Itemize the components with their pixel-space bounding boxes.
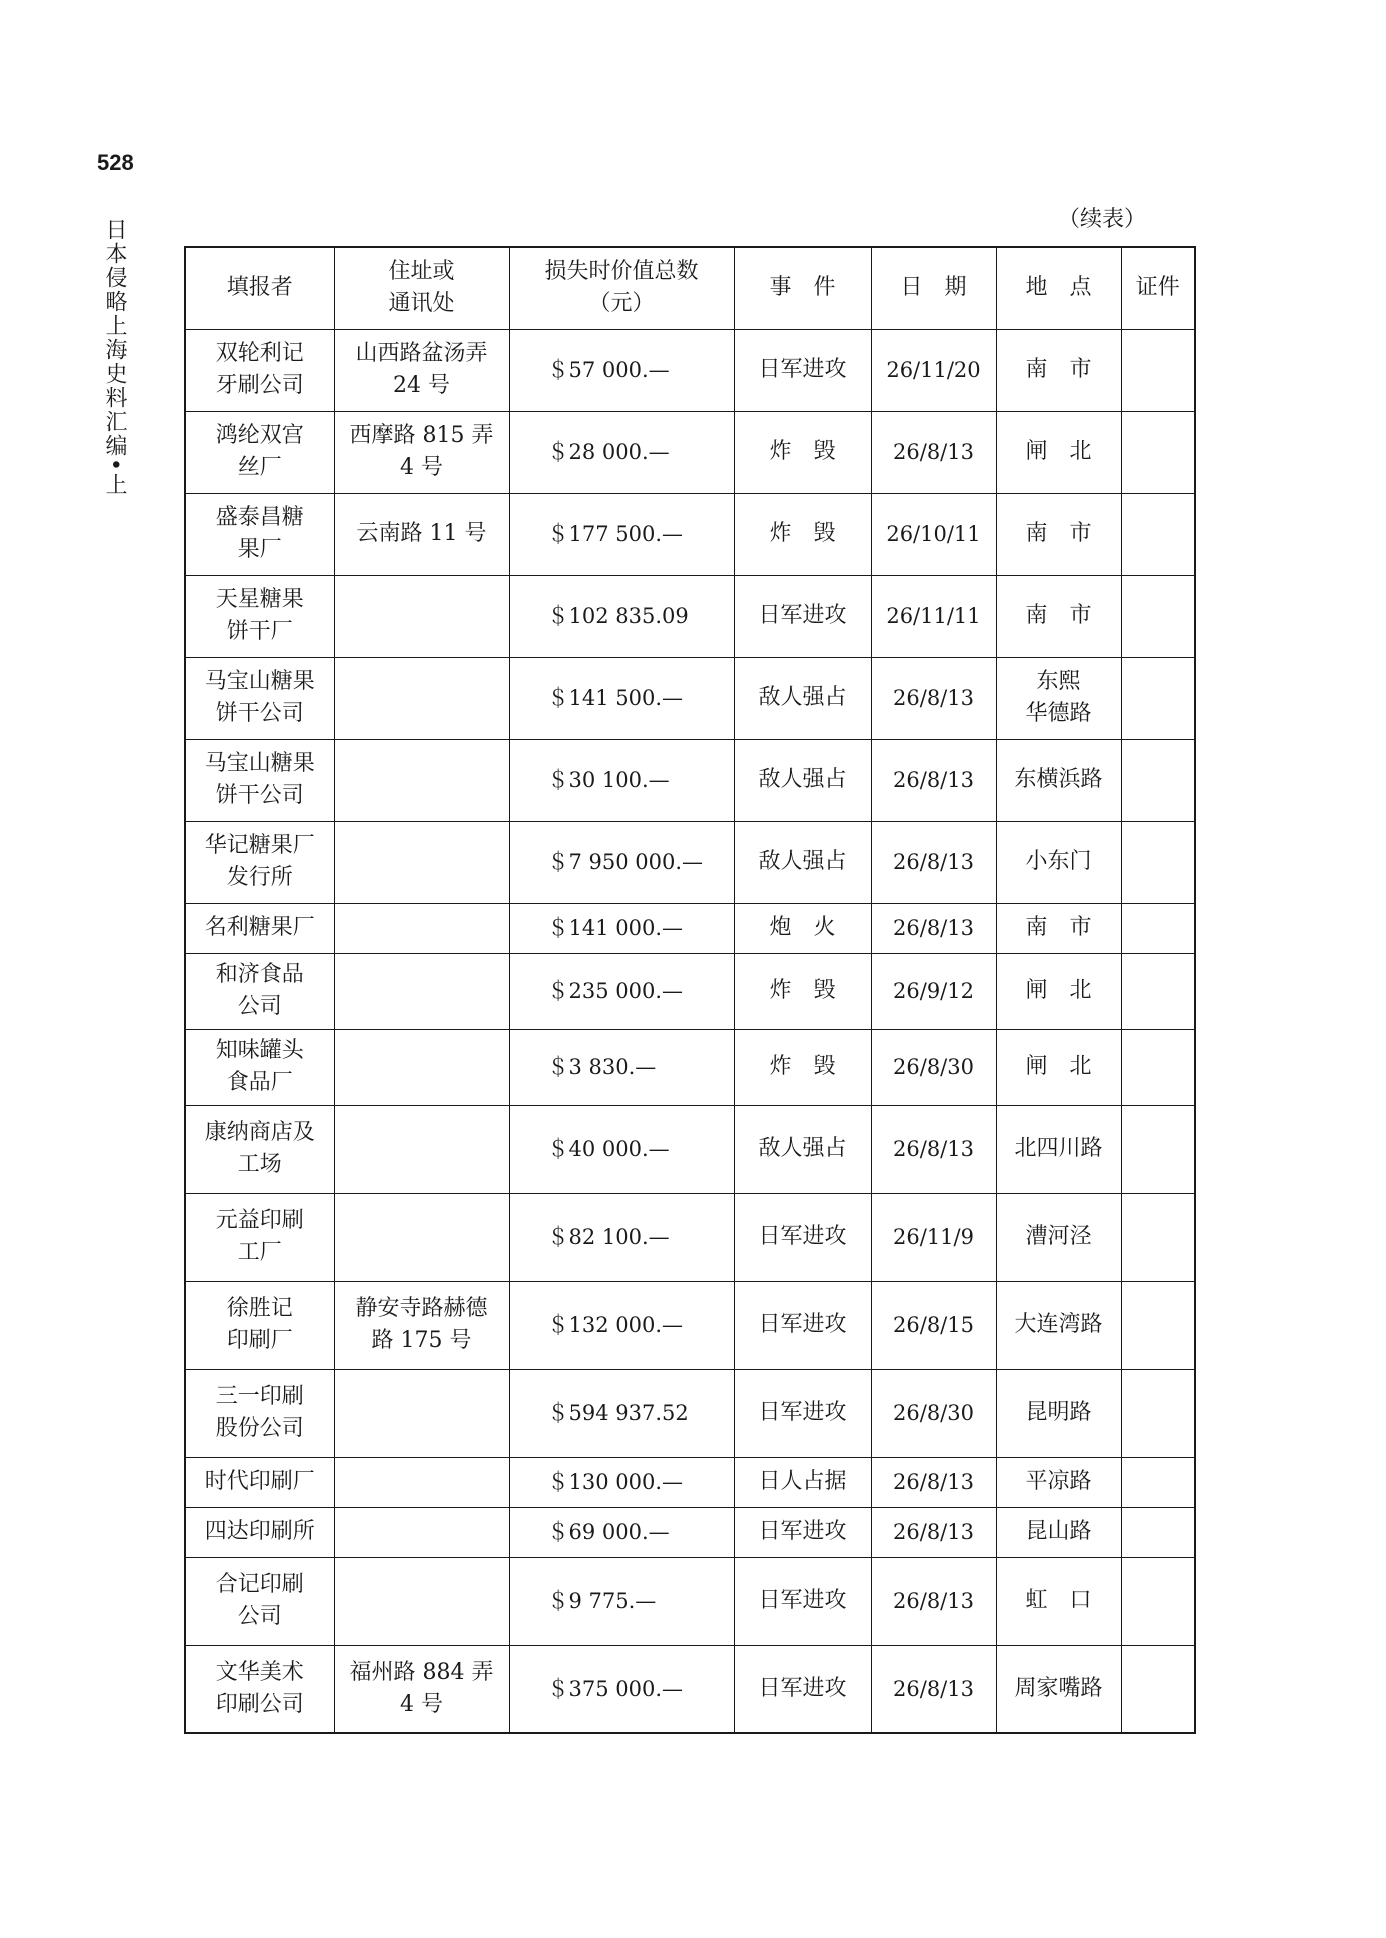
cell-value: ＄177 500.— (509, 493, 734, 575)
cell-address: 福州路 884 弄 4 号 (334, 1645, 509, 1733)
table-row (185, 1105, 1195, 1193)
cell-document (1121, 1457, 1195, 1507)
cell-address (334, 1557, 509, 1645)
cell-value: ＄57 000.— (509, 329, 734, 411)
cell-date: 26/8/30 (871, 1029, 996, 1105)
cell-place: 东熙 华德路 (996, 657, 1121, 739)
cell-reporter: 盛泰昌糖 果厂 (185, 493, 334, 575)
table-row (185, 1557, 1195, 1645)
cell-reporter: 天星糖果 饼干厂 (185, 575, 334, 657)
continued-label: （续表） (1058, 207, 1147, 232)
cell-event: 炸 毁 (734, 493, 871, 575)
cell-date: 26/8/13 (871, 1105, 996, 1193)
cell-event: 日人占据 (734, 1457, 871, 1507)
cell-document (1121, 411, 1195, 493)
cell-reporter: 马宝山糖果 饼干公司 (185, 657, 334, 739)
cell-date: 26/8/13 (871, 903, 996, 953)
table-row (185, 657, 1195, 739)
cell-address (334, 1029, 509, 1105)
cell-value: ＄235 000.— (509, 953, 734, 1029)
cell-value: ＄69 000.— (509, 1507, 734, 1557)
cell-reporter: 知味罐头 食品厂 (185, 1029, 334, 1105)
header-event: 事 件 (734, 247, 871, 329)
cell-value: ＄28 000.— (509, 411, 734, 493)
cell-document (1121, 1029, 1195, 1105)
table-row (185, 1507, 1195, 1557)
cell-address (334, 1369, 509, 1457)
cell-value: ＄130 000.— (509, 1457, 734, 1507)
cell-place: 平凉路 (996, 1457, 1121, 1507)
table-row (185, 493, 1195, 575)
table-header-row (185, 247, 1195, 329)
table-row (185, 1457, 1195, 1507)
cell-document (1121, 953, 1195, 1029)
cell-value: ＄9 775.— (509, 1557, 734, 1645)
cell-value: ＄40 000.— (509, 1105, 734, 1193)
cell-address (334, 739, 509, 821)
cell-date: 26/8/15 (871, 1281, 996, 1369)
cell-place: 南 市 (996, 493, 1121, 575)
cell-address (334, 1507, 509, 1557)
loss-table (184, 246, 1196, 1734)
cell-reporter: 三一印刷 股份公司 (185, 1369, 334, 1457)
cell-document (1121, 1369, 1195, 1457)
cell-place: 闸 北 (996, 411, 1121, 493)
cell-value: ＄375 000.— (509, 1645, 734, 1733)
cell-reporter: 双轮利记 牙刷公司 (185, 329, 334, 411)
cell-event: 日军进攻 (734, 329, 871, 411)
cell-address (334, 657, 509, 739)
header-reporter: 填报者 (185, 247, 334, 329)
cell-place: 虹 口 (996, 1557, 1121, 1645)
cell-document (1121, 739, 1195, 821)
cell-address (334, 1105, 509, 1193)
cell-date: 26/8/13 (871, 1507, 996, 1557)
cell-place: 东横浜路 (996, 739, 1121, 821)
cell-date: 26/8/13 (871, 1557, 996, 1645)
cell-event: 炸 毁 (734, 1029, 871, 1105)
cell-event: 日军进攻 (734, 1557, 871, 1645)
cell-value: ＄141 500.— (509, 657, 734, 739)
cell-date: 26/8/30 (871, 1369, 996, 1457)
cell-event: 炮 火 (734, 903, 871, 953)
cell-event: 日军进攻 (734, 575, 871, 657)
cell-date: 26/8/13 (871, 1457, 996, 1507)
cell-place: 闸 北 (996, 953, 1121, 1029)
cell-event: 敌人强占 (734, 739, 871, 821)
cell-date: 26/8/13 (871, 1645, 996, 1733)
cell-document (1121, 657, 1195, 739)
table-row (185, 1645, 1195, 1733)
cell-value: ＄102 835.09 (509, 575, 734, 657)
cell-address: 山西路盆汤弄 24 号 (334, 329, 509, 411)
cell-reporter: 四达印刷所 (185, 1507, 334, 1557)
cell-place: 南 市 (996, 329, 1121, 411)
cell-event: 日军进攻 (734, 1507, 871, 1557)
page-number: 528 (97, 150, 134, 175)
cell-place: 大连湾路 (996, 1281, 1121, 1369)
cell-value: ＄132 000.— (509, 1281, 734, 1369)
table-row (185, 329, 1195, 411)
cell-place: 南 市 (996, 903, 1121, 953)
cell-date: 26/11/20 (871, 329, 996, 411)
cell-document (1121, 1105, 1195, 1193)
cell-place: 闸 北 (996, 1029, 1121, 1105)
cell-event: 日军进攻 (734, 1645, 871, 1733)
cell-event: 敌人强占 (734, 657, 871, 739)
cell-date: 26/11/9 (871, 1193, 996, 1281)
table-row (185, 575, 1195, 657)
cell-reporter: 元益印刷 工厂 (185, 1193, 334, 1281)
cell-address (334, 1193, 509, 1281)
cell-event: 炸 毁 (734, 411, 871, 493)
cell-document (1121, 1507, 1195, 1557)
header-value: 损失时价值总数 （元） (509, 247, 734, 329)
cell-event: 日军进攻 (734, 1369, 871, 1457)
table-row (185, 1369, 1195, 1457)
cell-value: ＄30 100.— (509, 739, 734, 821)
table-row (185, 1193, 1195, 1281)
running-title: 日本侵略上海史料汇编•上 (102, 218, 127, 497)
table-row (185, 903, 1195, 953)
cell-document (1121, 329, 1195, 411)
cell-document (1121, 1281, 1195, 1369)
cell-document (1121, 1645, 1195, 1733)
table-row (185, 953, 1195, 1029)
cell-event: 敌人强占 (734, 1105, 871, 1193)
cell-reporter: 名利糖果厂 (185, 903, 334, 953)
cell-place: 昆山路 (996, 1507, 1121, 1557)
cell-address (334, 821, 509, 903)
cell-place: 漕河泾 (996, 1193, 1121, 1281)
header-place: 地 点 (996, 247, 1121, 329)
cell-date: 26/11/11 (871, 575, 996, 657)
cell-document (1121, 1193, 1195, 1281)
cell-reporter: 文华美术 印刷公司 (185, 1645, 334, 1733)
cell-value: ＄594 937.52 (509, 1369, 734, 1457)
cell-event: 炸 毁 (734, 953, 871, 1029)
cell-address: 云南路 11 号 (334, 493, 509, 575)
table-row (185, 411, 1195, 493)
table-row (185, 739, 1195, 821)
cell-value: ＄3 830.— (509, 1029, 734, 1105)
cell-reporter: 马宝山糖果 饼干公司 (185, 739, 334, 821)
cell-value: ＄141 000.— (509, 903, 734, 953)
cell-date: 26/10/11 (871, 493, 996, 575)
cell-value: ＄7 950 000.— (509, 821, 734, 903)
cell-document (1121, 903, 1195, 953)
header-address: 住址或 通讯处 (334, 247, 509, 329)
cell-event: 日军进攻 (734, 1193, 871, 1281)
cell-place: 周家嘴路 (996, 1645, 1121, 1733)
cell-event: 日军进攻 (734, 1281, 871, 1369)
cell-document (1121, 575, 1195, 657)
cell-document (1121, 493, 1195, 575)
cell-address (334, 903, 509, 953)
cell-address (334, 575, 509, 657)
cell-reporter: 华记糖果厂 发行所 (185, 821, 334, 903)
cell-reporter: 合记印刷 公司 (185, 1557, 334, 1645)
cell-place: 北四川路 (996, 1105, 1121, 1193)
table-row (185, 821, 1195, 903)
cell-address (334, 1457, 509, 1507)
table-row (185, 1281, 1195, 1369)
cell-address: 静安寺路赫德 路 175 号 (334, 1281, 509, 1369)
cell-date: 26/9/12 (871, 953, 996, 1029)
table-row (185, 1029, 1195, 1105)
cell-address (334, 953, 509, 1029)
cell-reporter: 康纳商店及 工场 (185, 1105, 334, 1193)
cell-document (1121, 821, 1195, 903)
cell-address: 西摩路 815 弄 4 号 (334, 411, 509, 493)
cell-date: 26/8/13 (871, 821, 996, 903)
cell-document (1121, 1557, 1195, 1645)
cell-date: 26/8/13 (871, 739, 996, 821)
cell-place: 南 市 (996, 575, 1121, 657)
cell-reporter: 时代印刷厂 (185, 1457, 334, 1507)
header-document: 证件 (1121, 247, 1195, 329)
cell-reporter: 和济食品 公司 (185, 953, 334, 1029)
header-date: 日 期 (871, 247, 996, 329)
cell-reporter: 徐胜记 印刷厂 (185, 1281, 334, 1369)
cell-place: 小东门 (996, 821, 1121, 903)
cell-date: 26/8/13 (871, 411, 996, 493)
cell-event: 敌人强占 (734, 821, 871, 903)
cell-date: 26/8/13 (871, 657, 996, 739)
table-body (185, 329, 1195, 1733)
cell-value: ＄82 100.— (509, 1193, 734, 1281)
cell-place: 昆明路 (996, 1369, 1121, 1457)
cell-reporter: 鸿纶双宫 丝厂 (185, 411, 334, 493)
